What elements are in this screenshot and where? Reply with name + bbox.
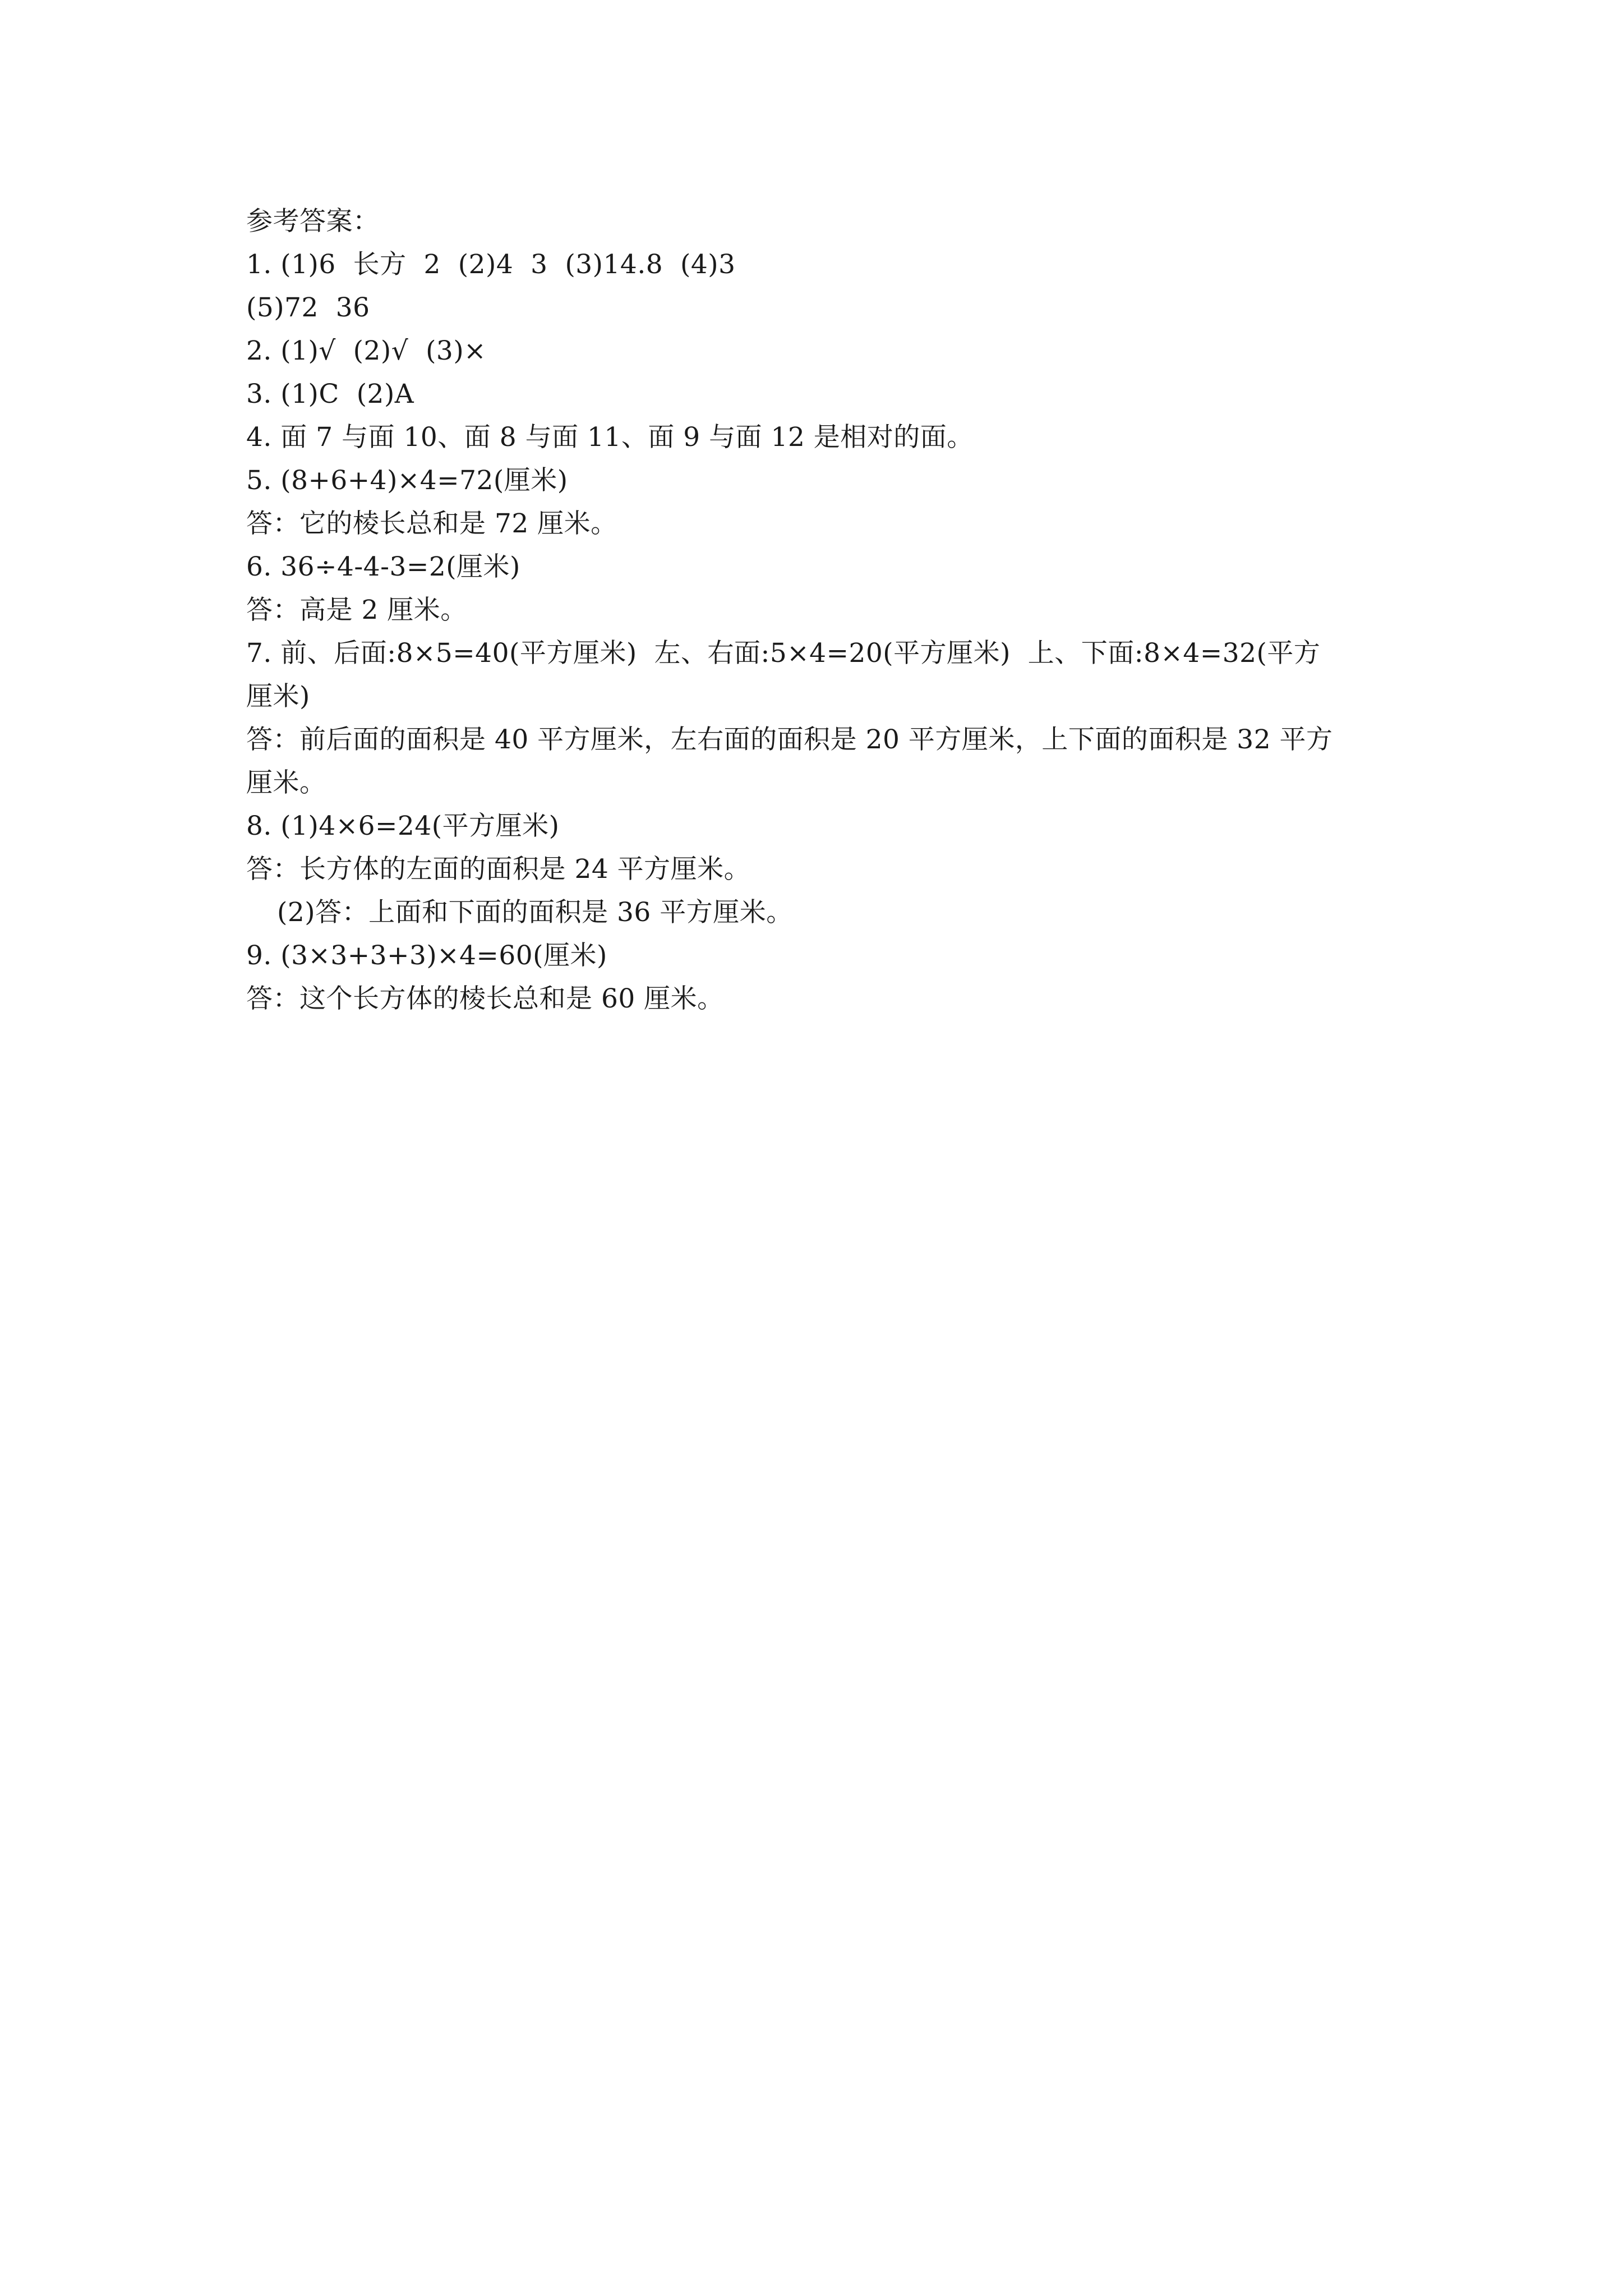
- answer-line-8-reply: 答：长方体的左面的面积是 24 平方厘米。: [246, 854, 751, 885]
- answer-line-7-reply-cont: 厘米。: [246, 767, 326, 798]
- answer-line-7-reply: 答：前后面的面积是 40 平方厘米，左右面的面积是 20 平方厘米，上下面的面积是 32 平方: [246, 724, 1333, 755]
- answer-line-1-cont: (5)72 36: [246, 292, 370, 323]
- answer-key: [246, 200, 1401, 1020]
- answer-line-8: 8. (1)4×6=24(平方厘米): [246, 811, 560, 841]
- answer-line-4: 4. 面 7 与面 10、面 8 与面 11、面 9 与面 12 是相对的面。: [246, 422, 974, 453]
- answer-line-7-cont: 厘米): [246, 681, 310, 712]
- answer-line-2: 2. (1)√ (2)√ (3)×: [246, 335, 487, 366]
- answer-line-9-reply: 答：这个长方体的棱长总和是 60 厘米。: [246, 983, 724, 1014]
- answer-line-9: 9. (3×3+3+3)×4=60(厘米): [246, 940, 607, 971]
- answer-key-title: 参考答案：: [246, 206, 380, 237]
- answer-line-6-reply: 答：高是 2 厘米。: [246, 595, 467, 625]
- answer-line-5-reply: 答：它的棱长总和是 72 厘米。: [246, 508, 617, 539]
- answer-line-6: 6. 36÷4-4-3=2(厘米): [246, 551, 520, 582]
- answer-line-7: 7. 前、后面:8×5=40(平方厘米) 左、右面:5×4=20(平方厘米) 上、下面:8×4=32(平方: [246, 638, 1321, 669]
- answer-line-3: 3. (1)C (2)A: [246, 379, 414, 409]
- answer-line-1: 1. (1)6 长方 2 (2)4 3 (3)14.8 (4)3: [246, 249, 736, 280]
- answer-line-5: 5. (8+6+4)×4=72(厘米): [246, 465, 568, 496]
- answer-line-8-part2: (2)答：上面和下面的面积是 36 平方厘米。: [277, 897, 793, 928]
